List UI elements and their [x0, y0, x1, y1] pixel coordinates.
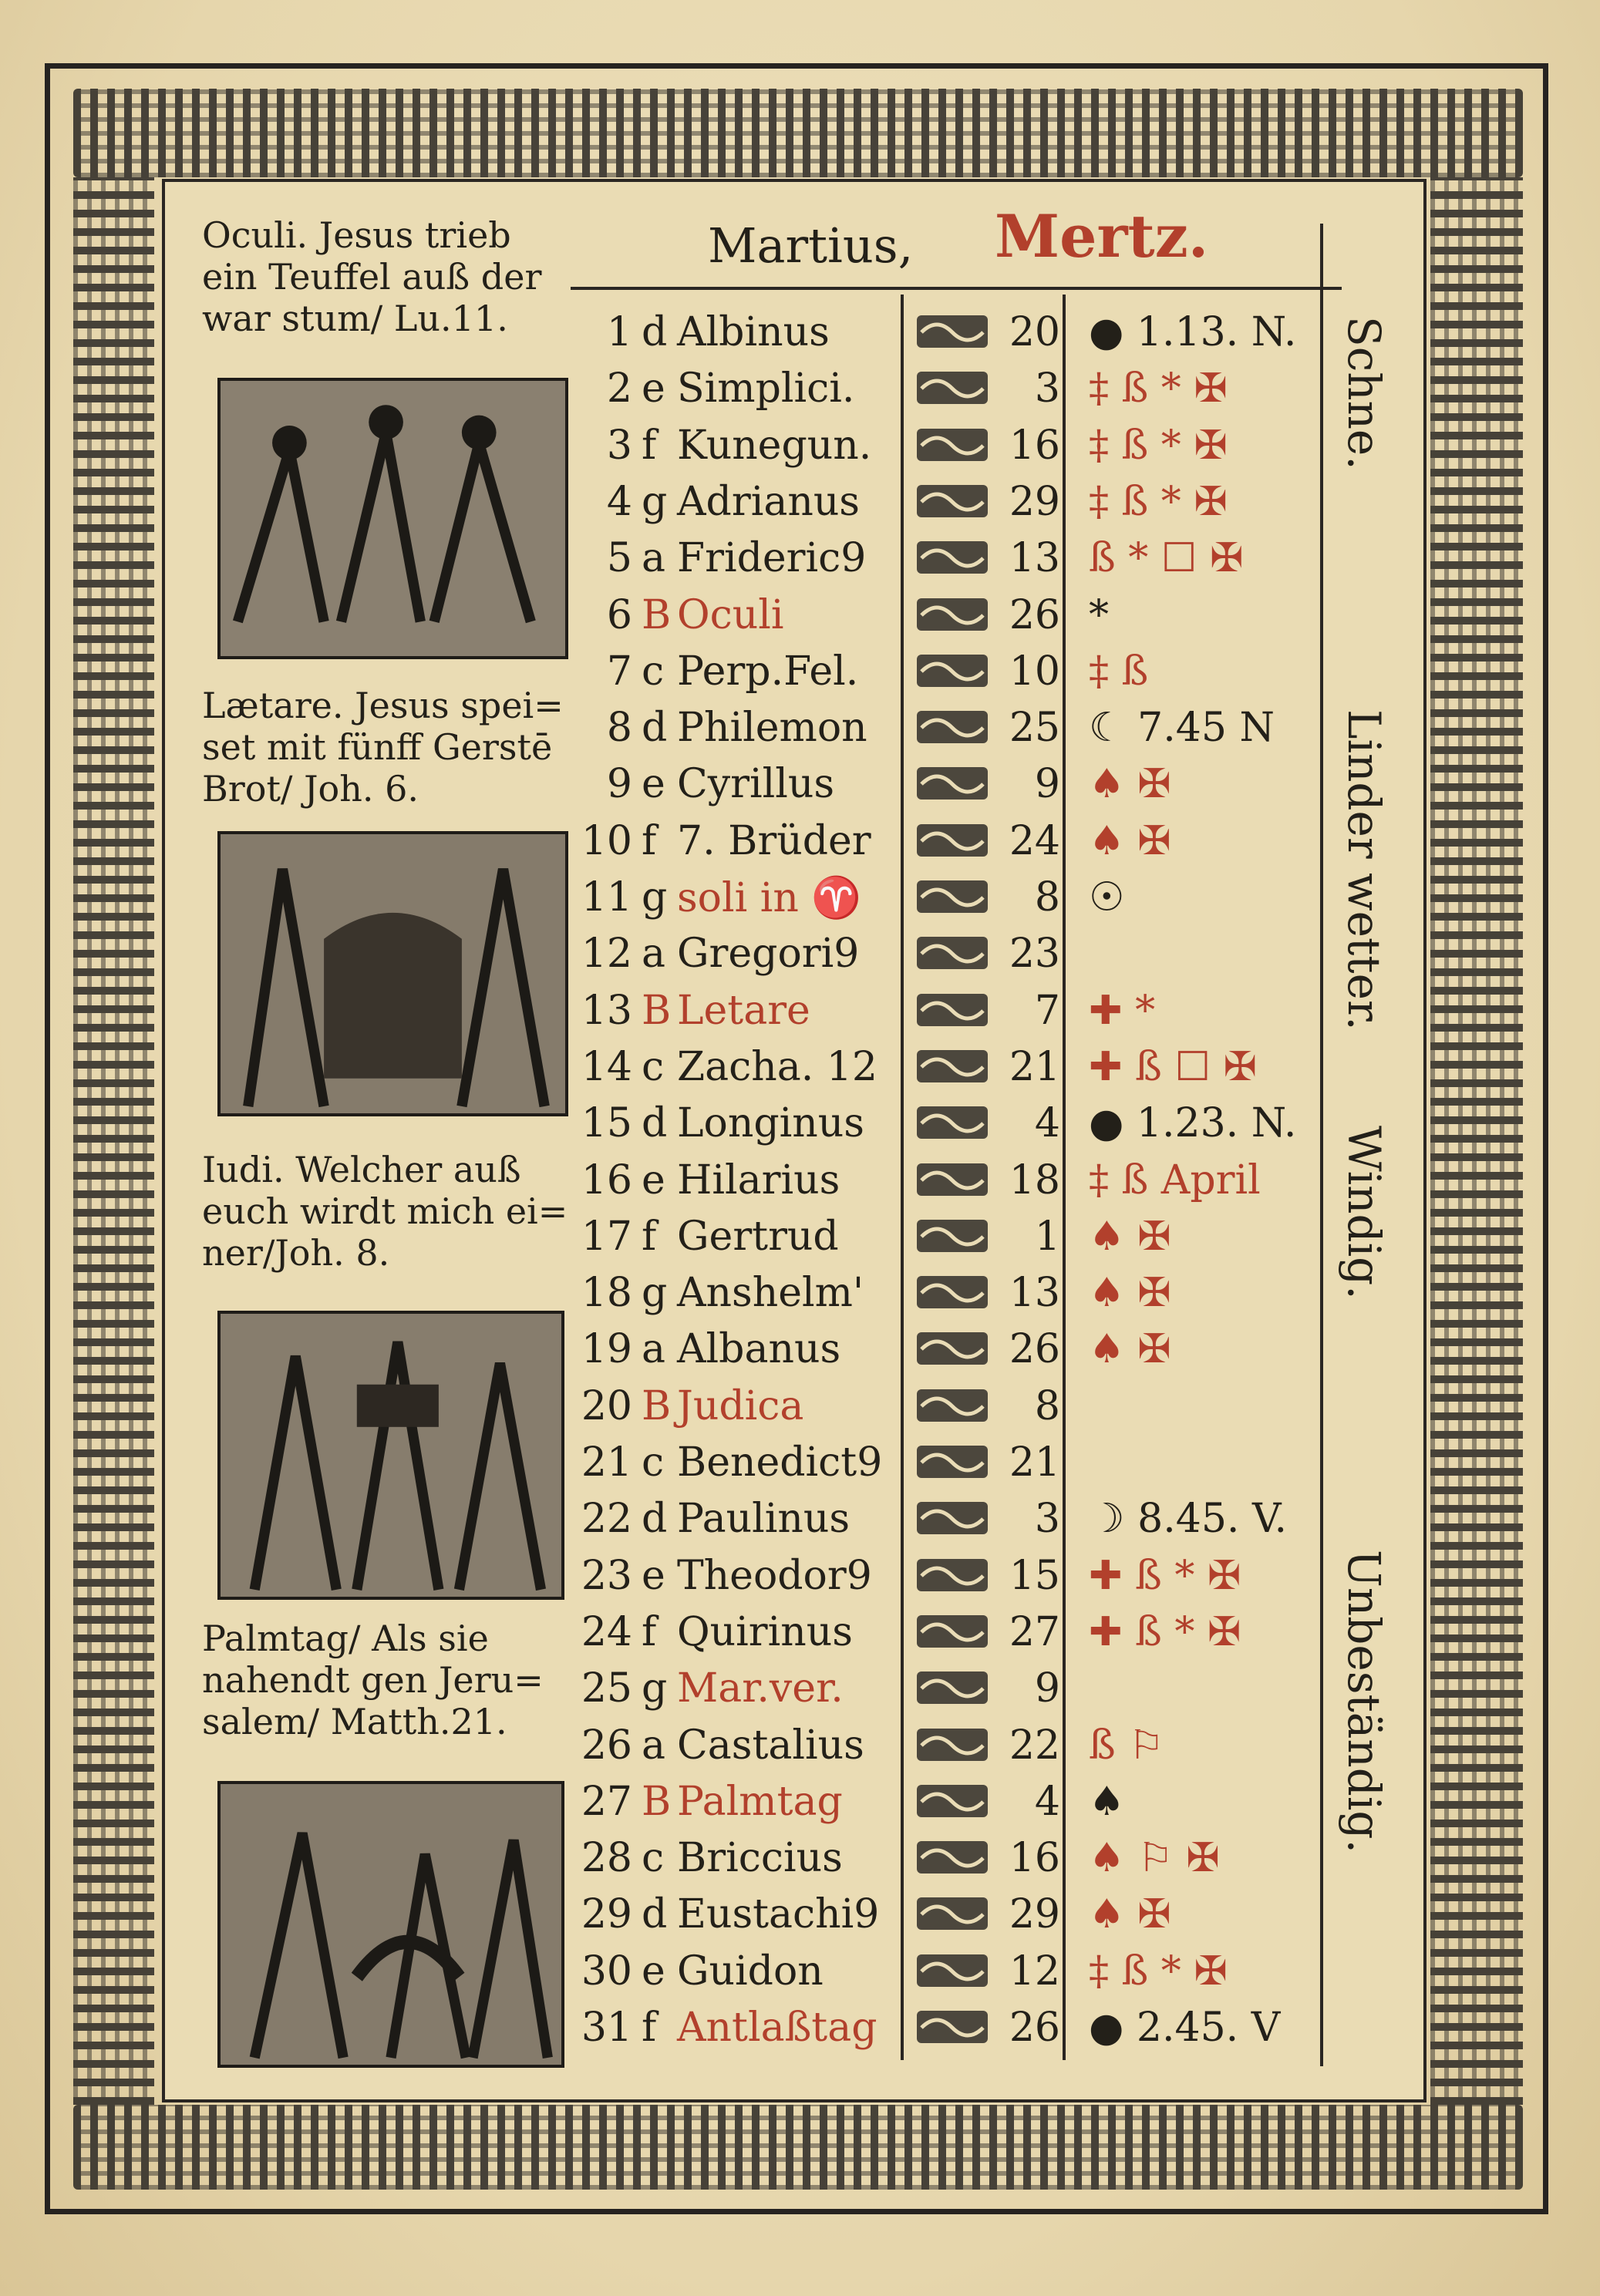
zodiac-sign-icon — [914, 818, 991, 863]
dominical-letter: B — [642, 591, 672, 638]
day-row — [571, 1491, 1342, 1547]
day-row — [571, 1379, 1342, 1435]
side-weather-4: Unbeständig. — [1338, 1550, 1390, 1853]
moon-degree: 8 — [1034, 1382, 1060, 1429]
zodiac-sign-icon — [914, 988, 991, 1032]
moon-degree: 3 — [1034, 365, 1060, 412]
day-number: 7 — [606, 648, 632, 695]
day-row — [571, 1548, 1342, 1604]
side-weather-3: Windig. — [1338, 1126, 1390, 1300]
dominical-letter: g — [642, 1665, 668, 1712]
day-row — [571, 983, 1342, 1039]
dominical-letter: f — [642, 2005, 657, 2051]
moon-degree: 20 — [1009, 309, 1060, 355]
day-number: 10 — [581, 817, 632, 864]
dominical-letter: g — [642, 874, 668, 921]
weather-signs: * — [1089, 591, 1109, 638]
zodiac-sign-icon — [914, 1496, 991, 1540]
day-row — [571, 644, 1342, 700]
day-row — [571, 418, 1342, 474]
saint-name: Paulinus — [677, 1496, 851, 1543]
zodiac-sign-icon — [914, 1214, 991, 1258]
weather-signs: ✚ * — [1089, 987, 1156, 1034]
day-row — [571, 1265, 1342, 1321]
day-row — [571, 305, 1342, 361]
weather-signs: ♠ ✠ — [1089, 1891, 1171, 1938]
saint-name: Philemon — [677, 705, 867, 752]
day-number: 19 — [581, 1326, 632, 1373]
saint-name: Adrianus — [677, 478, 860, 525]
moon-degree: 16 — [1009, 422, 1060, 469]
weather-signs: ♠ — [1089, 1778, 1125, 1825]
day-row — [571, 1096, 1342, 1152]
weather-signs: ● 2.45. V — [1089, 2005, 1281, 2051]
saint-name: Hilarius — [677, 1156, 840, 1204]
saint-name: Albanus — [677, 1326, 841, 1373]
zodiac-sign-icon — [914, 2005, 991, 2049]
weather-signs: ‡ ß * ✠ — [1089, 422, 1228, 469]
note-oculi: Oculi. Jesus trieb ein Teuffel auß der war stum/ Lu.11. — [202, 214, 542, 339]
saint-name: Gertrud — [677, 1213, 839, 1260]
woodcut-image-3 — [217, 1311, 564, 1600]
zodiac-sign-icon — [914, 1100, 991, 1145]
day-number: 6 — [606, 591, 632, 638]
day-row — [571, 1321, 1342, 1378]
zodiac-sign-icon — [914, 1439, 991, 1484]
woodcut-image-1 — [217, 378, 568, 659]
weather-signs: ‡ ß — [1089, 648, 1149, 695]
moon-degree: 16 — [1009, 1835, 1060, 1882]
day-number: 17 — [581, 1213, 632, 1260]
dominical-letter: d — [642, 705, 668, 752]
day-row — [571, 1435, 1342, 1491]
zodiac-sign-icon — [914, 1835, 991, 1880]
dominical-letter: d — [642, 309, 668, 355]
saint-name: Albinus — [677, 309, 830, 355]
saint-name: 7. Brüder — [677, 817, 871, 864]
moon-degree: 12 — [1009, 1948, 1060, 1995]
day-number: 3 — [606, 422, 632, 469]
zodiac-sign-icon — [914, 1383, 991, 1428]
moon-degree: 3 — [1034, 1496, 1060, 1543]
ornament-right — [1430, 177, 1523, 2105]
dominical-letter: d — [642, 1100, 668, 1147]
saint-name: Guidon — [677, 1948, 824, 1995]
saint-name: Kunegun. — [677, 422, 872, 469]
day-number: 8 — [606, 705, 632, 752]
day-number: 30 — [581, 1948, 632, 1995]
day-row — [571, 530, 1342, 587]
dominical-letter: f — [642, 817, 657, 864]
note-palmtag: Palmtag/ Als sie nahendt gen Jeru= salem/ Matth.21. — [202, 1618, 544, 1742]
saint-name: Frideric9 — [677, 535, 867, 582]
day-number: 12 — [581, 931, 632, 978]
zodiac-sign-icon — [914, 1157, 991, 1202]
moon-degree: 26 — [1009, 1326, 1060, 1373]
moon-degree: 13 — [1009, 1270, 1060, 1317]
weather-signs: ♠ ✠ — [1089, 1326, 1171, 1373]
weather-signs: ✚ ß * ✠ — [1089, 1552, 1241, 1599]
zodiac-sign-icon — [914, 592, 991, 637]
moon-degree: 13 — [1009, 535, 1060, 582]
zodiac-sign-icon — [914, 1326, 991, 1371]
moon-degree: 8 — [1034, 874, 1060, 921]
weather-signs: ‡ ß April — [1089, 1156, 1261, 1204]
dominical-letter: d — [642, 1891, 668, 1938]
zodiac-sign-icon — [914, 1722, 991, 1767]
weather-signs: ✚ ß * ✠ — [1089, 1608, 1241, 1655]
zodiac-sign-icon — [914, 423, 991, 467]
saint-name: Perp.Fel. — [677, 648, 859, 695]
zodiac-sign-icon — [914, 1609, 991, 1654]
day-row — [571, 1718, 1342, 1774]
moon-degree: 21 — [1009, 1043, 1060, 1090]
day-number: 20 — [581, 1382, 632, 1429]
weather-signs: ♠ ✠ — [1089, 1213, 1171, 1260]
moon-degree: 24 — [1009, 817, 1060, 864]
dominical-letter: e — [642, 1156, 665, 1204]
day-row — [571, 1604, 1342, 1661]
weather-signs: ✚ ß ☐ ✠ — [1089, 1043, 1258, 1090]
day-row — [571, 587, 1342, 644]
day-row — [571, 361, 1342, 417]
woodcut-image-2 — [217, 831, 568, 1116]
weather-signs: ‡ ß * ✠ — [1089, 1948, 1228, 1995]
day-number: 2 — [606, 365, 632, 412]
day-row — [571, 813, 1342, 870]
day-row — [571, 1774, 1342, 1830]
dominical-letter: e — [642, 761, 665, 808]
day-number: 4 — [606, 478, 632, 525]
moon-degree: 15 — [1009, 1552, 1060, 1599]
day-number: 22 — [581, 1496, 632, 1543]
day-row — [571, 1209, 1342, 1265]
day-number: 24 — [581, 1608, 632, 1655]
saint-name: Cyrillus — [677, 761, 835, 808]
day-row — [571, 1661, 1342, 1717]
dominical-letter: a — [642, 1326, 666, 1373]
day-number: 21 — [581, 1439, 632, 1486]
weather-signs: ☉ — [1089, 874, 1125, 921]
day-number: 1 — [606, 309, 632, 355]
weather-signs: ☽ 8.45. V. — [1089, 1496, 1287, 1543]
saint-name: Palmtag — [677, 1778, 843, 1825]
dominical-letter: g — [642, 1270, 668, 1317]
zodiac-sign-icon — [914, 365, 991, 410]
saint-name: Oculi — [677, 591, 784, 638]
day-row — [571, 700, 1342, 756]
moon-degree: 22 — [1009, 1722, 1060, 1769]
zodiac-sign-icon — [914, 648, 991, 693]
saint-name: Castalius — [677, 1722, 864, 1769]
zodiac-sign-icon — [914, 1044, 991, 1089]
day-number: 25 — [581, 1665, 632, 1712]
moon-degree: 27 — [1009, 1608, 1060, 1655]
day-row — [571, 1887, 1342, 1943]
ornament-bottom — [73, 2105, 1523, 2190]
weather-signs: ‡ ß * ✠ — [1089, 365, 1228, 412]
saint-name: soli in ♈ — [677, 875, 862, 921]
day-number: 18 — [581, 1270, 632, 1317]
weather-signs: ● 1.13. N. — [1089, 309, 1297, 355]
day-row — [571, 926, 1342, 982]
day-number: 29 — [581, 1891, 632, 1938]
woodcut-image-4 — [217, 1781, 564, 2068]
zodiac-sign-icon — [914, 931, 991, 975]
day-number: 13 — [581, 987, 632, 1034]
day-number: 15 — [581, 1100, 632, 1147]
moon-degree: 26 — [1009, 591, 1060, 638]
header-rule — [571, 287, 1342, 290]
dominical-letter: a — [642, 931, 666, 978]
zodiac-sign-icon — [914, 761, 991, 806]
german-month: Mertz. — [995, 202, 1209, 271]
moon-degree: 1 — [1034, 1213, 1060, 1260]
day-row — [571, 474, 1342, 530]
dominical-letter: f — [642, 1213, 657, 1260]
dominical-letter: B — [642, 987, 672, 1034]
day-row — [571, 1153, 1342, 1209]
moon-degree: 29 — [1009, 478, 1060, 525]
saint-name: Theodor9 — [677, 1552, 872, 1599]
zodiac-sign-icon — [914, 535, 991, 580]
zodiac-sign-icon — [914, 1270, 991, 1315]
saint-name: Antlaßtag — [677, 2005, 877, 2051]
day-row — [571, 1039, 1342, 1096]
day-row — [571, 2000, 1342, 2056]
day-number: 23 — [581, 1552, 632, 1599]
dominical-letter: c — [642, 648, 665, 695]
dominical-letter: g — [642, 478, 668, 525]
weather-signs: ‡ ß * ✠ — [1089, 478, 1228, 525]
day-number: 11 — [581, 874, 632, 921]
latin-month: Martius, — [708, 217, 914, 274]
dominical-letter: f — [642, 422, 657, 469]
moon-degree: 23 — [1009, 931, 1060, 978]
day-number: 9 — [606, 761, 632, 808]
saint-name: Longinus — [677, 1100, 864, 1147]
saint-name: Anshelm' — [677, 1270, 864, 1317]
day-number: 16 — [581, 1156, 632, 1204]
weather-signs: ☾ 7.45 N — [1089, 705, 1275, 752]
moon-degree: 4 — [1034, 1100, 1060, 1147]
saint-name: Benedict9 — [677, 1439, 883, 1486]
weather-signs: ß * ☐ ✠ — [1089, 535, 1244, 582]
side-weather-1: Schne. — [1338, 316, 1390, 470]
weather-signs: ♠ ✠ — [1089, 1270, 1171, 1317]
dominical-letter: B — [642, 1778, 672, 1825]
day-number: 31 — [581, 2005, 632, 2051]
zodiac-sign-icon — [914, 874, 991, 919]
zodiac-sign-icon — [914, 309, 991, 354]
weather-signs: ♠ ✠ — [1089, 817, 1171, 864]
zodiac-sign-icon — [914, 479, 991, 524]
dominical-letter: e — [642, 1948, 665, 1995]
zodiac-sign-icon — [914, 1553, 991, 1597]
saint-name: Judica — [677, 1382, 804, 1429]
day-number: 26 — [581, 1722, 632, 1769]
weather-signs: ● 1.23. N. — [1089, 1100, 1297, 1147]
dominical-letter: B — [642, 1382, 672, 1429]
moon-degree: 4 — [1034, 1778, 1060, 1825]
moon-degree: 21 — [1009, 1439, 1060, 1486]
dominical-letter: f — [642, 1608, 657, 1655]
moon-degree: 29 — [1009, 1891, 1060, 1938]
moon-degree: 26 — [1009, 2005, 1060, 2051]
dominical-letter: a — [642, 1722, 666, 1769]
dominical-letter: c — [642, 1439, 665, 1486]
zodiac-sign-icon — [914, 1665, 991, 1710]
dominical-letter: c — [642, 1835, 665, 1882]
saint-name: Letare — [677, 987, 810, 1034]
weather-signs: ♠ ⚐ ✠ — [1089, 1835, 1220, 1882]
moon-degree: 9 — [1034, 1665, 1060, 1712]
ornament-top — [73, 89, 1523, 177]
moon-degree: 10 — [1009, 648, 1060, 695]
zodiac-sign-icon — [914, 1948, 991, 1993]
saint-name: Zacha. 12 — [677, 1043, 877, 1090]
day-number: 27 — [581, 1778, 632, 1825]
saint-name: Briccius — [677, 1835, 843, 1882]
note-laetare: Lætare. Jesus spei= set mit fünff Gerstē Brot/ Joh. 6. — [202, 685, 564, 810]
moon-degree: 25 — [1009, 705, 1060, 752]
zodiac-sign-icon — [914, 705, 991, 749]
zodiac-sign-icon — [914, 1891, 991, 1936]
day-number: 14 — [581, 1043, 632, 1090]
saint-name: Gregori9 — [677, 931, 860, 978]
day-row — [571, 756, 1342, 813]
moon-degree: 7 — [1034, 987, 1060, 1034]
dominical-letter: a — [642, 535, 666, 582]
dominical-letter: c — [642, 1043, 665, 1090]
saint-name: Simplici. — [677, 365, 855, 412]
moon-degree: 18 — [1009, 1156, 1060, 1204]
saint-name: Eustachi9 — [677, 1891, 880, 1938]
weather-signs: ß ⚐ — [1089, 1722, 1164, 1769]
saint-name: Mar.ver. — [677, 1665, 844, 1712]
weather-signs: ♠ ✠ — [1089, 761, 1171, 808]
day-number: 5 — [606, 535, 632, 582]
dominical-letter: e — [642, 365, 665, 412]
saint-name: Quirinus — [677, 1608, 853, 1655]
day-number: 28 — [581, 1835, 632, 1882]
note-iudica: Iudi. Welcher auß euch wirdt mich ei= ner/Joh. 8. — [202, 1149, 568, 1274]
ornament-left — [73, 177, 154, 2105]
day-row — [571, 870, 1342, 926]
day-row — [571, 1944, 1342, 2000]
dominical-letter: d — [642, 1496, 668, 1543]
moon-degree: 9 — [1034, 761, 1060, 808]
day-row — [571, 1830, 1342, 1887]
zodiac-sign-icon — [914, 1779, 991, 1823]
dominical-letter: e — [642, 1552, 665, 1599]
side-weather-2: Linder wetter. — [1338, 709, 1390, 1031]
